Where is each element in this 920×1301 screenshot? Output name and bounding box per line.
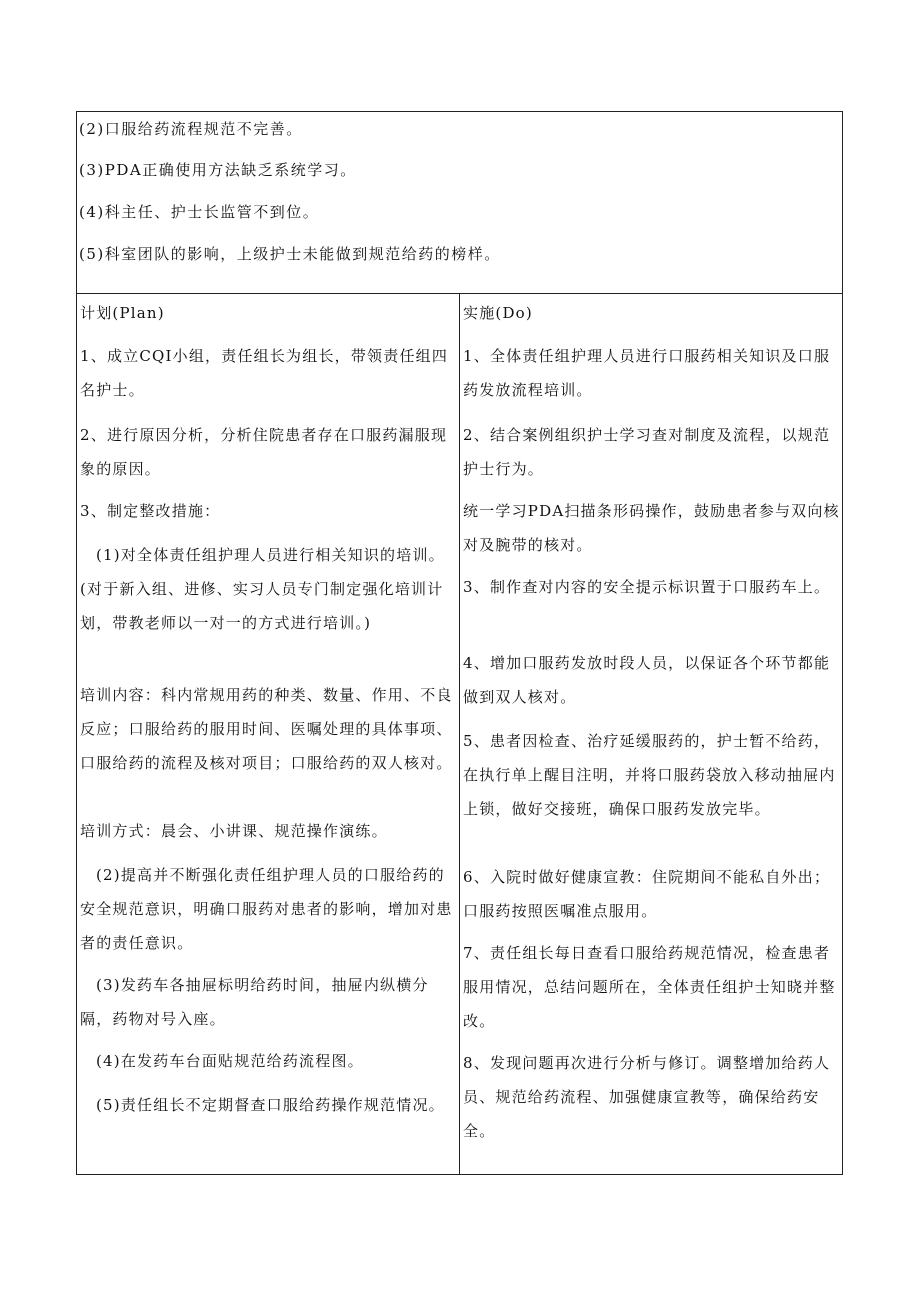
pdca-table — [76, 111, 843, 1175]
cause-item: (4)科主任、护士长监管不到位。 — [79, 203, 320, 221]
do-item: 2、结合案例组织护士学习查对制度及流程，以规范护士行为。 — [463, 426, 831, 478]
do-column — [460, 294, 842, 1174]
do-item: 8、发现问题再次进行分析与修订。调整增加给药人员、规范给药流程、加强健康宣教等，确保给药安全。 — [463, 1054, 831, 1140]
plan-item: (1)对全体责任组护理人员进行相关知识的培训。(对于新入组、进修、实习人员专门制定强化培训计划，带教老师以一对一的方式进行培训。) — [80, 546, 445, 632]
do-item: 7、责任组长每日查看口服给药规范情况，检查患者服用情况，总结问题所在，全体责任组护士知晓并整改。 — [463, 944, 836, 1030]
do-item: 4、增加口服药发放时段人员，以保证各个环节都能做到双人核对。 — [463, 654, 831, 706]
plan-item: 1、成立CQI小组，责任组长为组长，带领责任组四名护士。 — [80, 347, 449, 399]
cause-analysis-cell — [77, 112, 842, 294]
plan-item: 3、制定整改措施： — [80, 502, 221, 520]
plan-item: (3)发药车各抽屉标明给药时间，抽屉内纵横分隔，药物对号入座。 — [80, 976, 429, 1028]
do-item: 3、制作查对内容的安全提示标识置于口服药车上。 — [463, 578, 831, 596]
do-item: 6、入院时做好健康宣教：住院期间不能私自外出；口服药按照医嘱准点服用。 — [463, 868, 831, 920]
plan-item: 培训方式：晨会、小讲课、规范操作演练。 — [80, 822, 388, 840]
cause-item: (3)PDA正确使用方法缺乏系统学习。 — [79, 161, 357, 179]
cause-item: (5)科室团队的影响，上级护士未能做到规范给药的榜样。 — [79, 245, 501, 263]
plan-item: 2、进行原因分析，分析住院患者存在口服药漏服现象的原因。 — [80, 426, 448, 478]
plan-item: 培训内容：科内常规用药的种类、数量、作用、不良反应；口服给药的服用时间、医嘱处理的具体事项、口服给药的流程及核对项目；口服给药的双人核对。 — [80, 686, 453, 772]
plan-header: 计划(Plan) — [80, 304, 165, 322]
do-header: 实施(Do) — [463, 304, 533, 322]
plan-item: (5)责任组长不定期督查口服给药操作规范情况。 — [96, 1096, 445, 1114]
plan-column — [77, 294, 460, 1174]
do-item: 5、患者因检查、治疗延缓服药的，护士暂不给药，在执行单上醒目注明，并将口服药袋放入移动抽屉内上锁，做好交接班，确保口服药发放完毕。 — [463, 732, 836, 818]
plan-item: (2)提高并不断强化责任组护理人员的口服给药的安全规范意识，明确口服药对患者的影响，增加对患者的责任意识。 — [80, 866, 453, 952]
do-item: 1、全体责任组护理人员进行口服药相关知识及口服药发放流程培训。 — [463, 347, 831, 399]
cause-item: (2)口服给药流程规范不完善。 — [79, 120, 303, 138]
do-item: 统一学习PDA扫描条形码操作，鼓励患者参与双向核对及腕带的核对。 — [463, 502, 840, 554]
plan-item: (4)在发药车台面贴规范给药流程图。 — [96, 1052, 364, 1070]
